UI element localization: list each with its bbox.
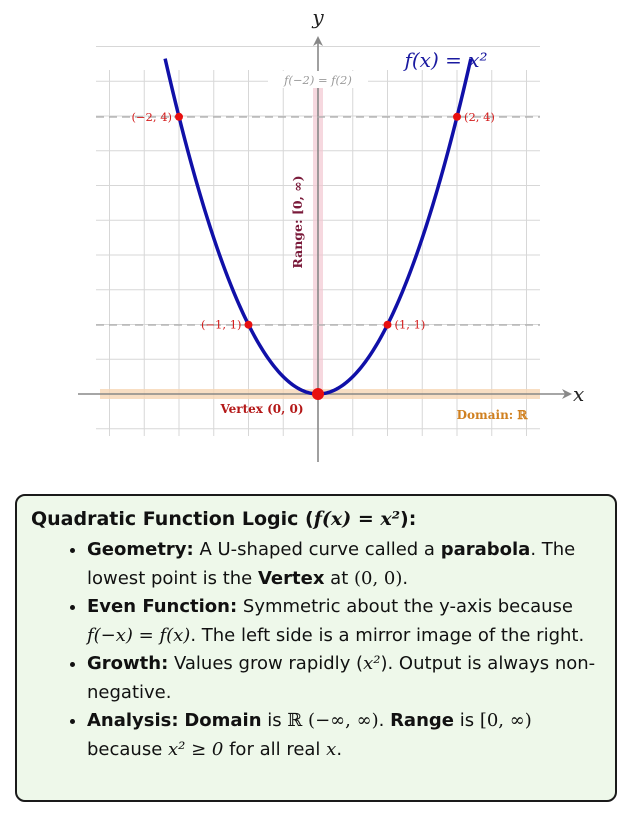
range-label: Range: [0, ∞) — [290, 175, 305, 269]
point-marker — [384, 321, 392, 329]
list-item-growth: • Growth: Values grow rapidly (x²). Output is always non-negative. — [87, 650, 601, 707]
y-axis-label: y — [312, 5, 324, 29]
point-label: (−2, 4) — [131, 109, 172, 124]
list-item-geometry: • Geometry: A U-shaped curve called a parabola. The lowest point is the Vertex at (0, 0). — [87, 536, 601, 593]
point-label: (1, 1) — [394, 317, 426, 332]
domain-label: Domain: ℝ — [456, 408, 528, 422]
function-label: f(x) = x² — [404, 48, 488, 72]
symmetry-label: f(−2) = f(2) — [284, 73, 352, 87]
point-label: (−1, 1) — [200, 317, 242, 332]
point-marker — [453, 113, 461, 121]
point-label: (2, 4) — [464, 109, 495, 124]
list-item-analysis: • Analysis: Domain is ℝ (−∞, ∞). Range is [0, ∞) because x² ≥ 0 for all real x. — [87, 707, 601, 764]
point-marker — [245, 321, 253, 329]
point-marker — [175, 113, 183, 121]
point-marker — [312, 388, 324, 400]
box-title: Quadratic Function Logic (f(x) = x²): — [31, 508, 417, 530]
list-item-even-function: • Even Function: Symmetric about the y-axis because f(−x) = f(x). The left side is a mirror image of the right. — [87, 593, 601, 650]
x-axis-label: x — [573, 382, 585, 406]
explanation-box — [15, 494, 617, 802]
explanation-list — [31, 536, 601, 764]
vertex-label: Vertex (0, 0) — [220, 402, 304, 416]
